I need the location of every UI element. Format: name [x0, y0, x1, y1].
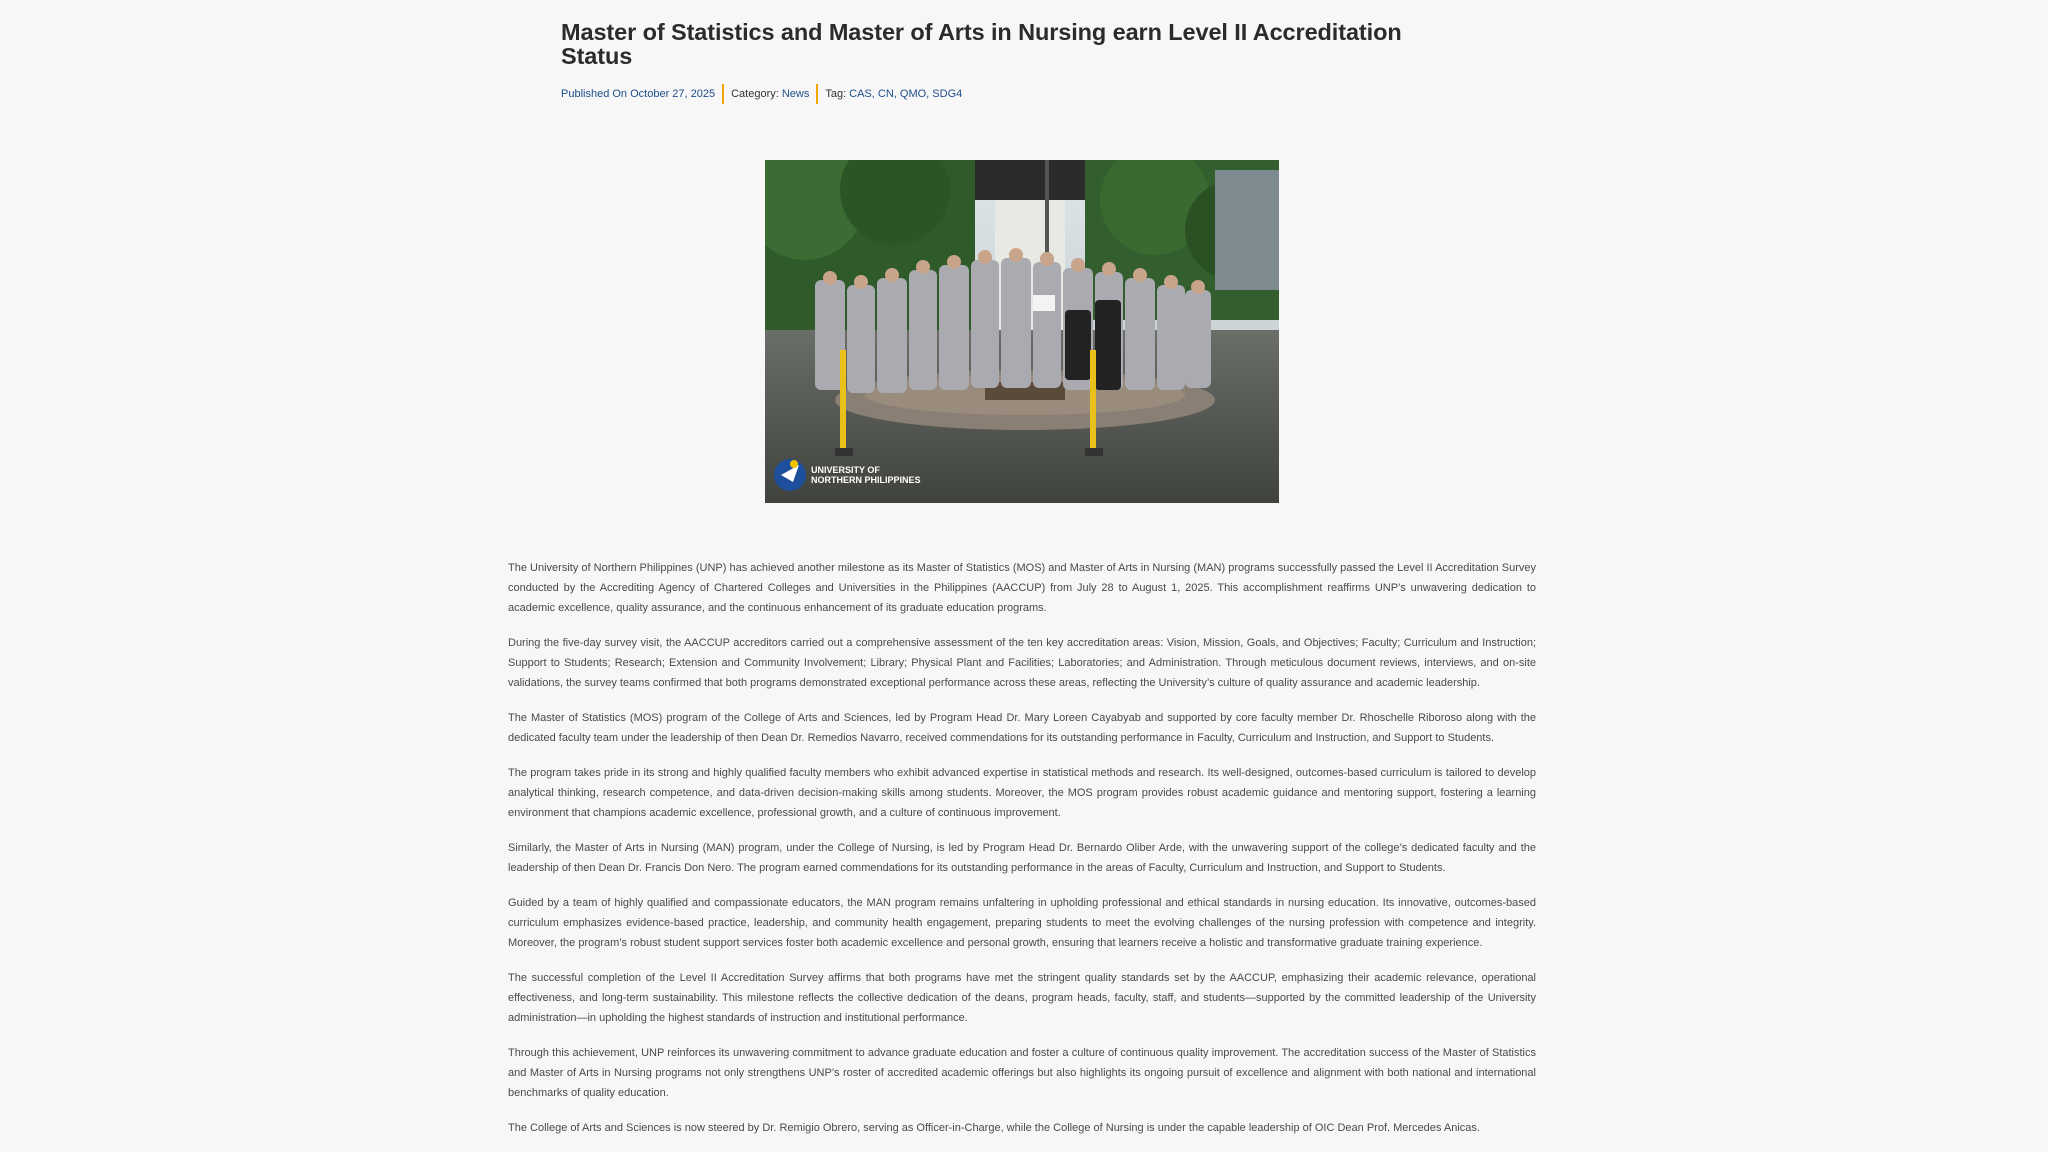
published-date-link[interactable]: Published On October 27, 2025	[561, 88, 716, 100]
tag-link-cas[interactable]: CAS	[849, 88, 872, 100]
logo-text-line2: NORTHERN PHILIPPINES	[811, 475, 921, 485]
tag-separator: ,	[926, 88, 930, 100]
article-paragraph: The successful completion of the Level II Accreditation Survey affirms that both programs have met the stringent quality standards set by the AACCUP, emphasizing their academic relevance, operational effectiveness, and long-term sustainability. This milestone reflects the collective dedication of the deans, program heads, faculty, staff, and students—supported by the committed leadership of the University administration—in upholding the highest standards of instruction and institutional performance.	[508, 972, 1536, 1024]
article-paragraph: The Master of Statistics (MOS) program of the College of Arts and Sciences, led by Program Head Dr. Mary Loreen Cayabyab and supported by core faculty member Dr. Rhoschelle Riboroso along with the dedicated faculty team under the leadership of then Dean Dr. Remedios Navarro, received commendations for its outstanding performance in Faculty, Curriculum and Instruction, and Support to Students.	[508, 712, 1536, 744]
article-paragraph: Through this achievement, UNP reinforces its unwavering commitment to advance graduate education and foster a culture of continuous quality improvement. The accreditation success of the Master of Statistics and Master of Arts in Nursing programs not only strengthens UNP’s roster of accredited academic offerings but also highlights its ongoing pursuit of excellence and alignment with both national and international benchmarks of quality education.	[508, 1047, 1536, 1099]
tag-label: Tag:	[825, 88, 847, 100]
article-paragraph: Guided by a team of highly qualified and compassionate educators, the MAN program remains unfaltering in upholding professional and ethical standards in nursing education. Its innovative, outcomes-based curriculum emphasizes evidence-based practice, leadership, and community health engagement, preparing students to meet the evolving challenges of the nursing profession with competence and integrity. Moreover, the program’s robust student support services foster both academic excellence and personal growth, ensuring that learners receive a holistic and transformative graduate training experience.	[508, 897, 1536, 949]
tag-link-cn[interactable]: CN	[877, 88, 894, 100]
tag-link-qmo[interactable]: QMO	[899, 88, 927, 100]
article-paragraph: During the five-day survey visit, the AACCUP accreditors carried out a comprehensive assessment of the ten key accreditation areas: Vision, Mission, Goals, and Objectives; Faculty; Curriculum and Instruction; Support to Students; Research; Extension and Community Involvement; Library; Physical Plant and Facilities; Laboratories; and Administration. Through meticulous document reviews, interviews, and on-site validations, the survey teams confirmed that both programs demonstrated exceptional performance across these areas, reflecting the University’s culture of quality assurance and academic leadership.	[508, 637, 1536, 689]
tag-separator: ,	[871, 88, 875, 100]
category-label: Category:	[731, 88, 779, 100]
article-title: Master of Statistics and Master of Arts in Nursing earn Level II Accreditation Status	[561, 19, 1402, 69]
article-paragraph: Similarly, the Master of Arts in Nursing (MAN) program, under the College of Nursing, is led by Program Head Dr. Bernardo Oliber Arde, with the unwavering support of the college’s dedicated faculty and the leadership of then Dean Dr. Francis Don Nero. The program earned commendations for its outstanding performance in the areas of Faculty, Curriculum and Instruction, and Support to Students.	[508, 842, 1536, 874]
logo-text-line1: UNIVERSITY OF	[811, 465, 880, 475]
group-photo-image	[765, 160, 1279, 503]
article-paragraph: The University of Northern Philippines (UNP) has achieved another milestone as its Master of Statistics (MOS) and Master of Arts in Nursing (MAN) programs successfully passed the Level II Accreditation Survey conducted by the Accrediting Agency of Chartered Colleges and Universities in the Philippines (AACCUP) from July 28 to August 1, 2025. This accomplishment reaffirms UNP’s unwavering dedication to academic excellence, quality assurance, and the continuous enhancement of its graduate education programs.	[508, 562, 1536, 614]
tag-separator: ,	[893, 88, 897, 100]
article-meta	[561, 84, 1441, 104]
article-paragraph: The College of Arts and Sciences is now steered by Dr. Remigio Obrero, serving as Officer-in-Charge, while the College of Nursing is under the capable leadership of OIC Dean Prof. Mercedes Anicas.	[508, 1122, 1480, 1134]
article-paragraph: The program takes pride in its strong and highly qualified faculty members who exhibit advanced expertise in statistical methods and research. Its well-designed, outcomes-based curriculum is tailored to develop analytical thinking, research competence, and data-driven decision-making skills among students. Moreover, the MOS program provides robust academic guidance and mentoring support, fostering a learning environment that champions academic excellence, professional growth, and a culture of continuous improvement.	[508, 767, 1536, 819]
article-header	[561, 20, 1441, 104]
meta-divider	[722, 84, 724, 104]
category-link-news[interactable]: News	[781, 88, 810, 100]
tag-link-sdg4[interactable]: SDG4	[932, 88, 963, 100]
meta-divider	[816, 84, 818, 104]
article-body	[508, 558, 1536, 1152]
article-photo	[765, 160, 1279, 503]
